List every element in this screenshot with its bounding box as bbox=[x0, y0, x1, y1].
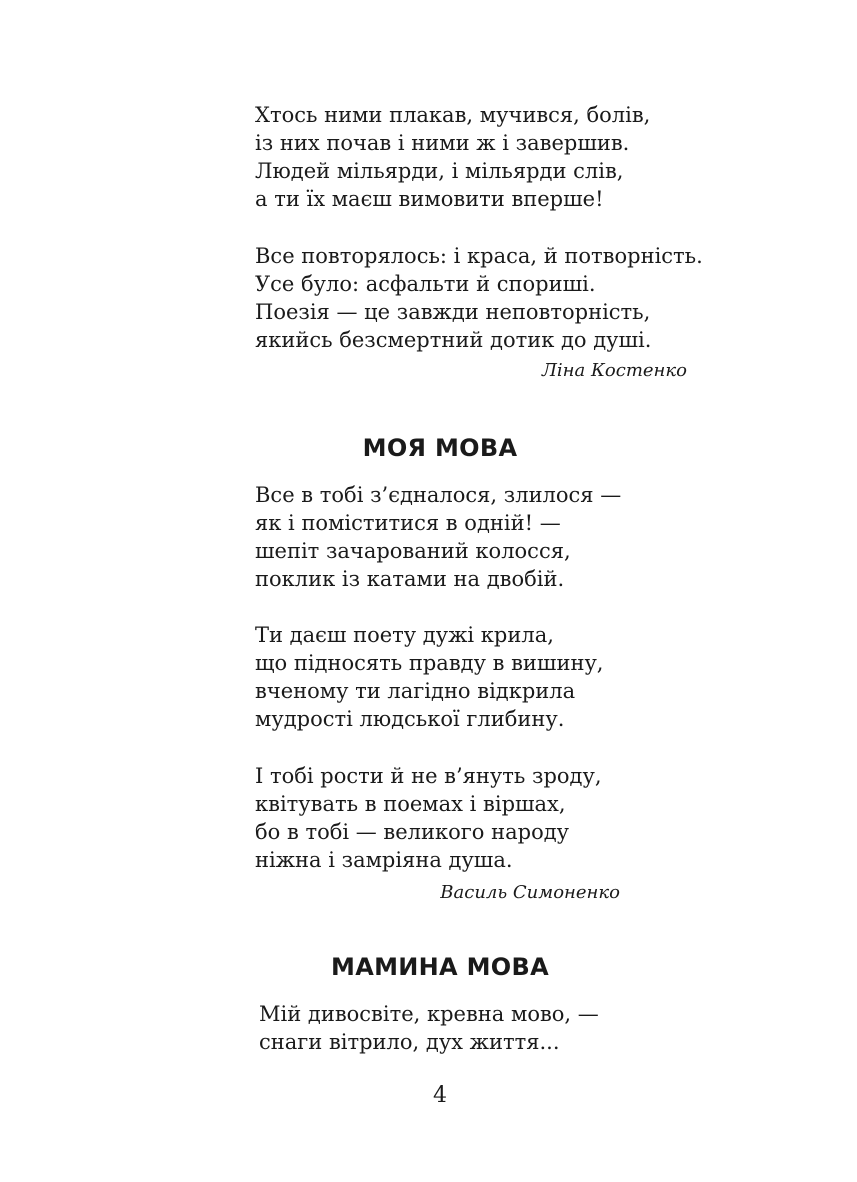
poem2-line-4: поклик із катами на двобій. bbox=[255, 567, 565, 591]
poem1-line-1: Хтось ними плакав, мучився, болів, bbox=[255, 103, 651, 127]
poem2-line-1: Все в тобі з’єдналося, злилося — bbox=[255, 483, 622, 507]
poem1-author: Ліна Костенко bbox=[541, 360, 687, 381]
poem1-line-2: із них почав і ними ж і завершив. bbox=[255, 131, 630, 155]
poem2-line-9: І тобі рости й не в’януть зроду, bbox=[255, 764, 602, 788]
poem3-title: МАМИНА МОВА bbox=[331, 953, 549, 981]
poem1-line-8: якийсь безсмертний дотик до душі. bbox=[255, 328, 652, 352]
page-number: 4 bbox=[433, 1083, 447, 1108]
poem1-line-4: а ти їх маєш вимовити вперше! bbox=[255, 187, 604, 211]
poem2-line-7: вченому ти лагідно відкрила bbox=[255, 679, 576, 703]
poem2-title: МОЯ МОВА bbox=[362, 434, 518, 462]
poem1-line-3: Людей мільярди, і мільярди слів, bbox=[255, 159, 624, 183]
poem2-line-12: ніжна і замріяна душа. bbox=[255, 848, 513, 872]
poem1-line-5: Все повторялось: і краса, й потворність. bbox=[255, 244, 703, 268]
poem2-line-3: шепіт зачарований колосся, bbox=[255, 539, 571, 563]
poem2-line-11: бо в тобі — великого народу bbox=[255, 820, 569, 844]
poem3-line-1: Мій дивосвіте, кревна мово, — bbox=[259, 1002, 599, 1026]
poem2-line-10: квітувать в поемах і віршах, bbox=[255, 792, 566, 816]
poem1-line-7: Поезія — це завжди неповторність, bbox=[255, 300, 651, 324]
poem3-line-2: снаги вітрило, дух життя... bbox=[259, 1030, 560, 1054]
poem1-line-6: Усе було: асфальти й спориші. bbox=[255, 272, 596, 296]
poem2-line-2: як і поміститися в одній! — bbox=[255, 511, 561, 535]
poem2-author: Василь Симоненко bbox=[440, 882, 620, 903]
poem2-line-8: мудрості людської глибину. bbox=[255, 707, 565, 731]
poem2-line-6: що підносять правду в вишину, bbox=[255, 651, 604, 675]
poem2-line-5: Ти даєш поету дужі крила, bbox=[255, 623, 554, 647]
